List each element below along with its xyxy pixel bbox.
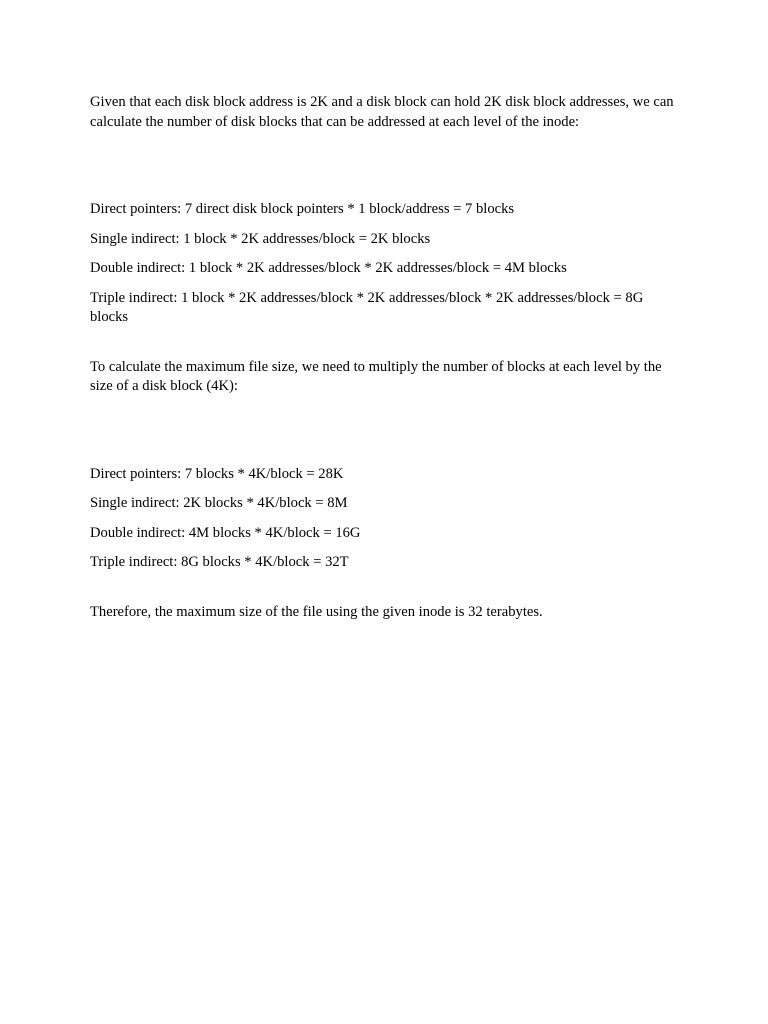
- blocks-item-single-indirect: Single indirect: 1 block * 2K addresses/block = 2K blocks: [90, 230, 431, 247]
- blocks-item-triple-indirect: Triple indirect: 1 block * 2K addresses/block * 2K addresses/block * 2K addresses/block = 8G blocks: [90, 289, 644, 325]
- spacer: [90, 573, 680, 603]
- size-list: [90, 465, 680, 573]
- size-intro-paragraph: To calculate the maximum file size, we need to multiply the number of blocks at each level by the size of a disk block (4K):: [90, 358, 662, 394]
- blocks-item-direct: Direct pointers: 7 direct disk block pointers * 1 block/address = 7 blocks: [90, 201, 515, 217]
- size-item-triple-indirect: Triple indirect: 8G blocks * 4K/block = 32T: [90, 554, 349, 570]
- conclusion-paragraph: Therefore, the maximum size of the file using the given inode is 32 terabytes.: [90, 603, 543, 620]
- spacer: [90, 397, 680, 465]
- spacer: [90, 132, 680, 200]
- blocks-item-double-indirect: Double indirect: 1 block * 2K addresses/block * 2K addresses/block = 4M blocks: [90, 260, 567, 276]
- blocks-list: [90, 200, 680, 328]
- size-item-double-indirect: Double indirect: 4M blocks * 4K/block = 16G: [90, 524, 361, 541]
- document-body: [90, 93, 680, 622]
- size-item-single-indirect: Single indirect: 2K blocks * 4K/block = 8M: [90, 495, 348, 511]
- size-item-direct: Direct pointers: 7 blocks * 4K/block = 28K: [90, 465, 344, 482]
- intro-paragraph: Given that each disk block address is 2K and a disk block can hold 2K disk block addresses, we can calculate the number of disk blocks that can be addressed at each level of the inode:: [90, 94, 674, 130]
- spacer: [90, 328, 680, 358]
